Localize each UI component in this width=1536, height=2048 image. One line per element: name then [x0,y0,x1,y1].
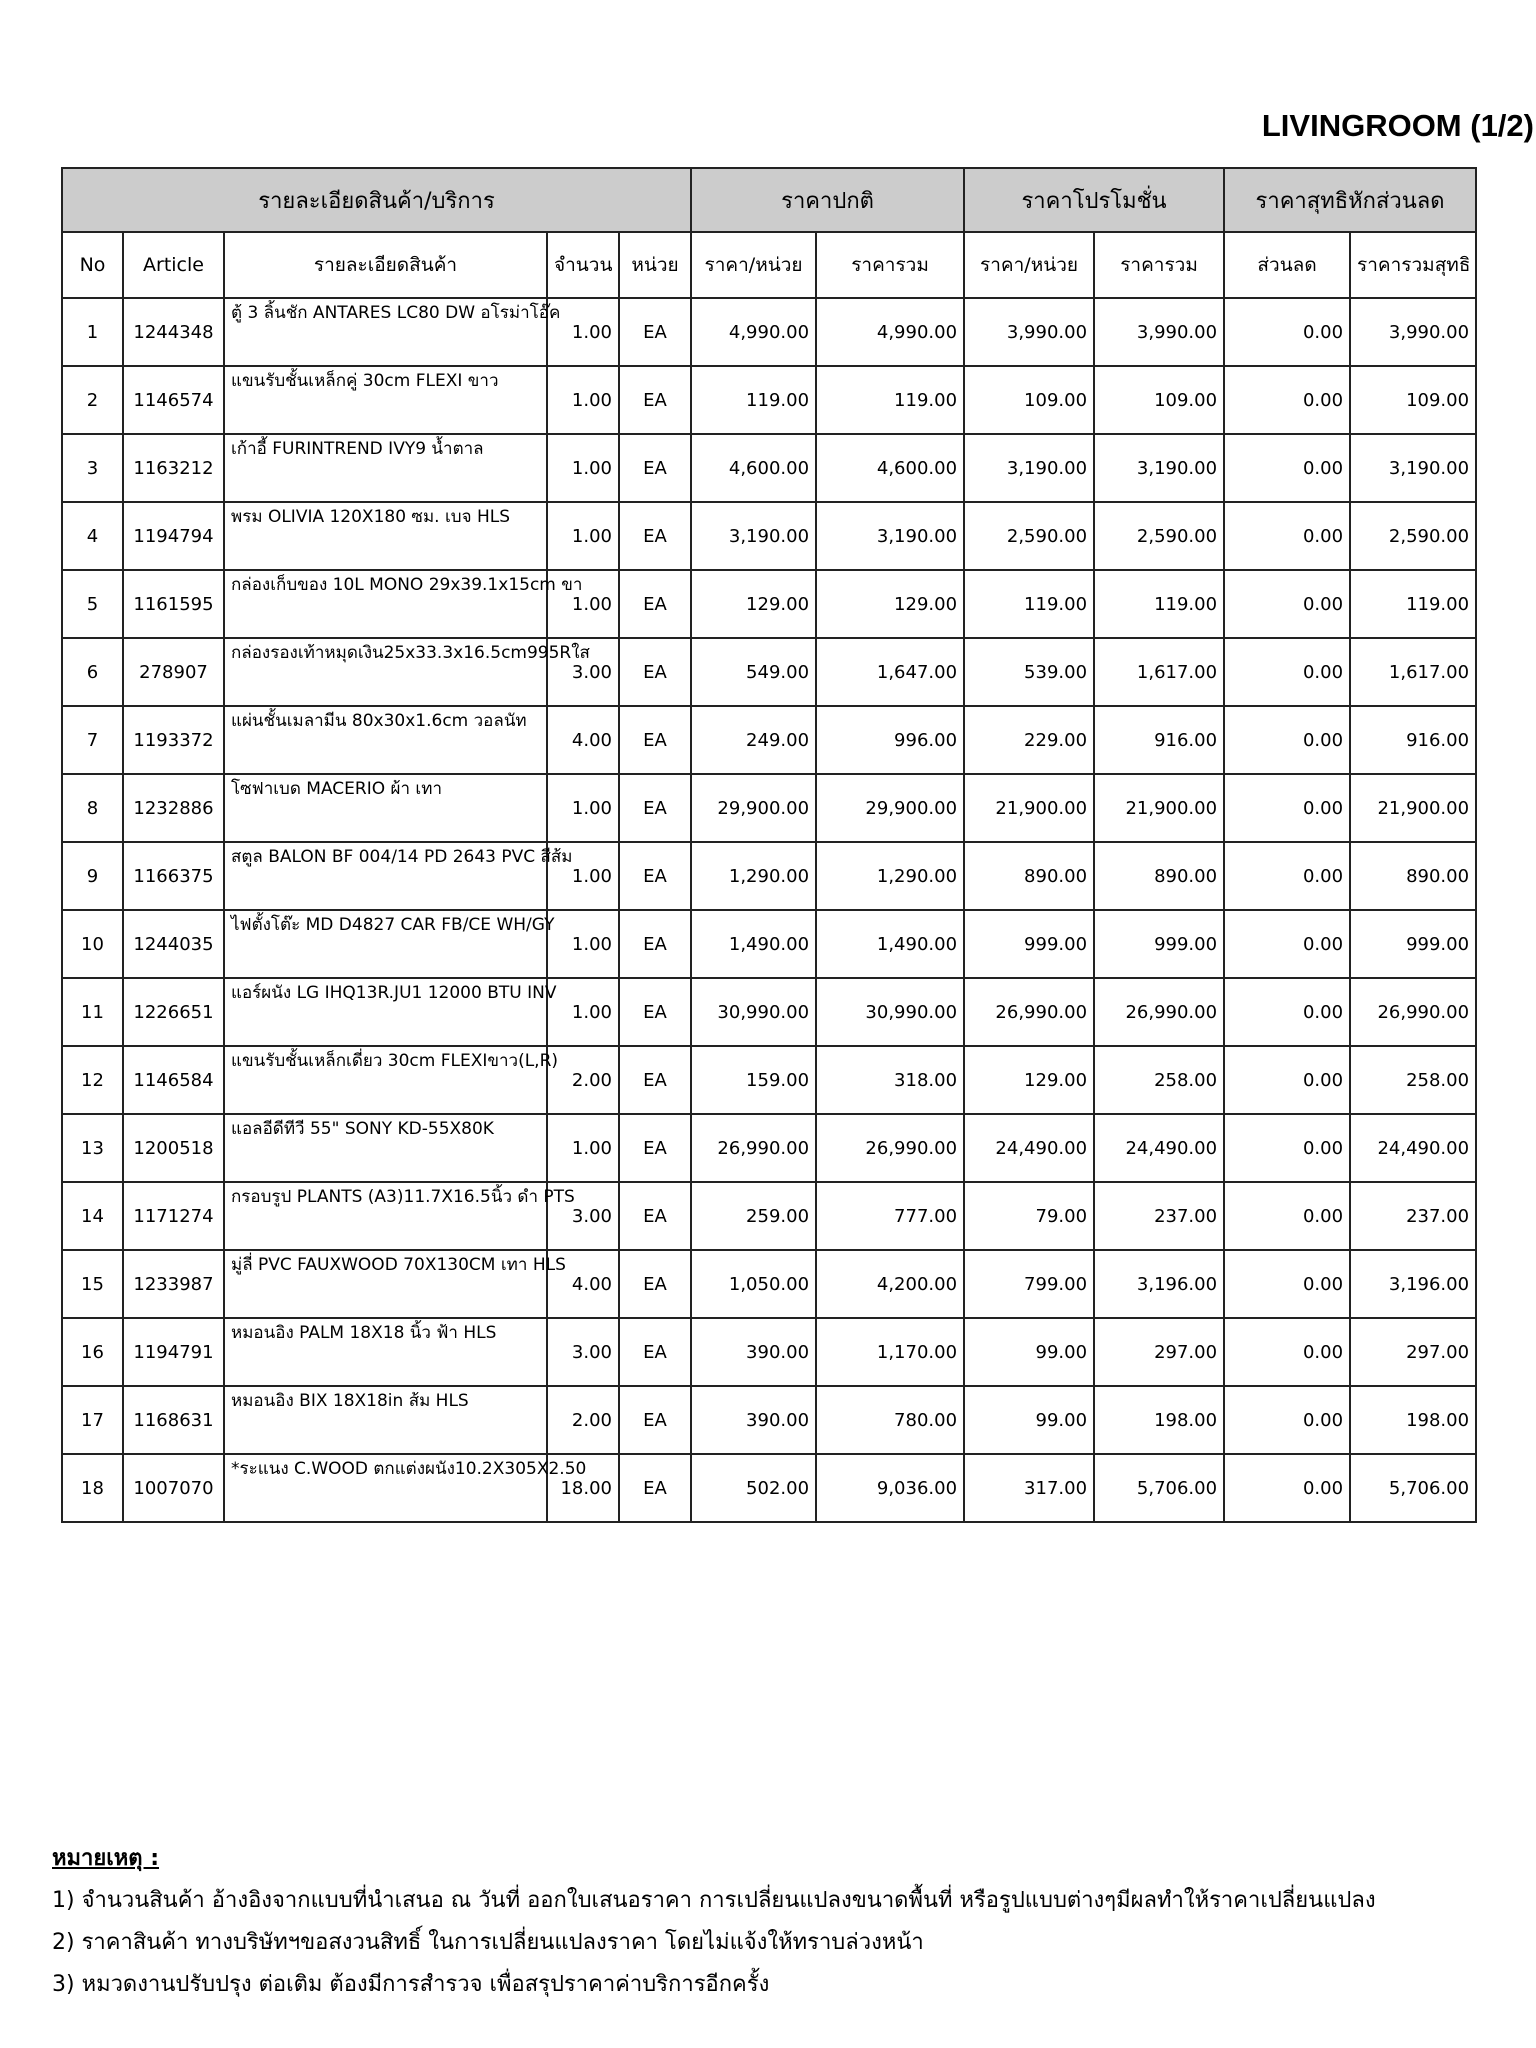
cell-normal-unit-price: 390.00 [691,1386,816,1454]
cell-normal-total: 9,036.00 [816,1454,964,1522]
cell-net-total: 2,590.00 [1350,502,1476,570]
cell-unit: EA [619,1318,691,1386]
cell-discount: 0.00 [1224,502,1350,570]
cell-normal-unit-price: 549.00 [691,638,816,706]
cell-promo-total: 237.00 [1094,1182,1224,1250]
cell-normal-total: 777.00 [816,1182,964,1250]
cell-normal-unit-price: 30,990.00 [691,978,816,1046]
cell-unit: EA [619,842,691,910]
cell-net-total: 21,900.00 [1350,774,1476,842]
cell-discount: 0.00 [1224,434,1350,502]
cell-normal-unit-price: 129.00 [691,570,816,638]
cell-discount: 0.00 [1224,774,1350,842]
table-row [62,910,1476,978]
cell-discount: 0.00 [1224,298,1350,366]
cell-promo-total: 890.00 [1094,842,1224,910]
cell-promo-total: 109.00 [1094,366,1224,434]
cell-no: 4 [62,502,123,570]
table-row [62,638,1476,706]
cell-normal-total: 1,290.00 [816,842,964,910]
note-item: 3) หมวดงานปรับปรุง ต่อเติม ต้องมีการสำรวจ เพื่อสรุปราคาค่าบริการอีกครั้ง [52,1972,770,1997]
cell-promo-total: 3,196.00 [1094,1250,1224,1318]
cell-qty: 1.00 [547,570,619,638]
cell-discount: 0.00 [1224,1318,1350,1386]
cell-description: แขนรับชั้นเหล็กเดี่ยว 30cm FLEXIขาว(L,R) [224,1046,547,1114]
cell-qty: 3.00 [547,638,619,706]
cell-discount: 0.00 [1224,910,1350,978]
cell-normal-unit-price: 3,190.00 [691,502,816,570]
cell-normal-total: 4,990.00 [816,298,964,366]
cell-net-total: 24,490.00 [1350,1114,1476,1182]
column-header-row [62,232,1476,298]
table-row [62,842,1476,910]
cell-net-total: 3,196.00 [1350,1250,1476,1318]
cell-net-total: 237.00 [1350,1182,1476,1250]
column-header-description: รายละเอียดสินค้า [224,232,547,298]
table-row [62,1250,1476,1318]
cell-normal-total: 3,190.00 [816,502,964,570]
table-row [62,366,1476,434]
cell-discount: 0.00 [1224,842,1350,910]
cell-normal-total: 119.00 [816,366,964,434]
column-header-unit: หน่วย [619,232,691,298]
cell-description: มู่ลี่ PVC FAUXWOOD 70X130CM เทา HLS [224,1250,547,1318]
cell-normal-unit-price: 1,050.00 [691,1250,816,1318]
cell-description: แอลอีดีทีวี 55" SONY KD-55X80K [224,1114,547,1182]
cell-net-total: 198.00 [1350,1386,1476,1454]
cell-description: กล่องรองเท้าหมุดเงิน25x33.3x16.5cm995Rใส [224,638,547,706]
cell-promo-unit-price: 119.00 [964,570,1094,638]
cell-normal-total: 4,200.00 [816,1250,964,1318]
cell-description: พรม OLIVIA 120X180 ซม. เบจ HLS [224,502,547,570]
cell-article: 1146574 [123,366,224,434]
cell-qty: 18.00 [547,1454,619,1522]
cell-promo-total: 258.00 [1094,1046,1224,1114]
cell-unit: EA [619,1182,691,1250]
cell-description: หมอนอิง BIX 18X18in ส้ม HLS [224,1386,547,1454]
table-row [62,706,1476,774]
cell-promo-unit-price: 129.00 [964,1046,1094,1114]
cell-promo-unit-price: 99.00 [964,1318,1094,1386]
cell-description: แอร์ผนัง LG IHQ13R.JU1 12000 BTU INV [224,978,547,1046]
column-header-discount: ส่วนลด [1224,232,1350,298]
cell-no: 13 [62,1114,123,1182]
cell-no: 12 [62,1046,123,1114]
cell-no: 11 [62,978,123,1046]
cell-unit: EA [619,910,691,978]
cell-normal-total: 30,990.00 [816,978,964,1046]
cell-qty: 1.00 [547,366,619,434]
cell-discount: 0.00 [1224,1182,1350,1250]
table-row [62,774,1476,842]
cell-promo-total: 2,590.00 [1094,502,1224,570]
cell-normal-unit-price: 29,900.00 [691,774,816,842]
column-header-normal-unit-price: ราคา/หน่วย [691,232,816,298]
cell-discount: 0.00 [1224,366,1350,434]
cell-normal-unit-price: 259.00 [691,1182,816,1250]
cell-promo-total: 119.00 [1094,570,1224,638]
cell-description: ตู้ 3 ลิ้นชัก ANTARES LC80 DW อโรม่าโอ๊ค [224,298,547,366]
cell-normal-total: 318.00 [816,1046,964,1114]
table-row [62,1114,1476,1182]
cell-normal-total: 29,900.00 [816,774,964,842]
cell-normal-unit-price: 26,990.00 [691,1114,816,1182]
cell-discount: 0.00 [1224,638,1350,706]
cell-normal-total: 4,600.00 [816,434,964,502]
cell-promo-total: 26,990.00 [1094,978,1224,1046]
cell-normal-unit-price: 502.00 [691,1454,816,1522]
cell-qty: 2.00 [547,1046,619,1114]
cell-qty: 1.00 [547,434,619,502]
cell-discount: 0.00 [1224,1046,1350,1114]
cell-normal-unit-price: 390.00 [691,1318,816,1386]
cell-article: 278907 [123,638,224,706]
cell-article: 1194791 [123,1318,224,1386]
cell-unit: EA [619,570,691,638]
cell-net-total: 3,190.00 [1350,434,1476,502]
cell-normal-unit-price: 249.00 [691,706,816,774]
cell-unit: EA [619,502,691,570]
cell-promo-unit-price: 890.00 [964,842,1094,910]
cell-net-total: 26,990.00 [1350,978,1476,1046]
cell-normal-total: 26,990.00 [816,1114,964,1182]
cell-article: 1226651 [123,978,224,1046]
cell-net-total: 109.00 [1350,366,1476,434]
table-row [62,570,1476,638]
table-row [62,1182,1476,1250]
cell-unit: EA [619,978,691,1046]
cell-discount: 0.00 [1224,1114,1350,1182]
cell-no: 9 [62,842,123,910]
cell-promo-unit-price: 539.00 [964,638,1094,706]
cell-promo-unit-price: 21,900.00 [964,774,1094,842]
cell-net-total: 1,617.00 [1350,638,1476,706]
cell-net-total: 5,706.00 [1350,1454,1476,1522]
cell-article: 1233987 [123,1250,224,1318]
cell-discount: 0.00 [1224,1454,1350,1522]
cell-qty: 1.00 [547,842,619,910]
group-header-details: รายละเอียดสินค้า/บริการ [62,168,691,232]
cell-unit: EA [619,1046,691,1114]
group-header-net-price: ราคาสุทธิหักส่วนลด [1224,168,1476,232]
note-item: 2) ราคาสินค้า ทางบริษัทฯขอสงวนสิทธิ์ ในการเปลี่ยนแปลงราคา โดยไม่แจ้งให้ทราบล่วงหน้า [52,1930,924,1955]
cell-promo-total: 21,900.00 [1094,774,1224,842]
cell-promo-total: 24,490.00 [1094,1114,1224,1182]
cell-normal-unit-price: 4,990.00 [691,298,816,366]
cell-no: 10 [62,910,123,978]
cell-normal-unit-price: 1,490.00 [691,910,816,978]
cell-no: 6 [62,638,123,706]
cell-no: 5 [62,570,123,638]
cell-promo-unit-price: 317.00 [964,1454,1094,1522]
cell-qty: 4.00 [547,1250,619,1318]
cell-no: 2 [62,366,123,434]
cell-unit: EA [619,774,691,842]
cell-promo-unit-price: 24,490.00 [964,1114,1094,1182]
cell-unit: EA [619,1250,691,1318]
cell-description: สตูล BALON BF 004/14 PD 2643 PVC สีส้ม [224,842,547,910]
cell-description: *ระแนง C.WOOD ตกแต่งผนัง10.2X305X2.50 [224,1454,547,1522]
cell-unit: EA [619,434,691,502]
cell-description: โซฟาเบด MACERIO ผ้า เทา [224,774,547,842]
cell-normal-total: 780.00 [816,1386,964,1454]
cell-promo-unit-price: 799.00 [964,1250,1094,1318]
cell-unit: EA [619,638,691,706]
cell-net-total: 999.00 [1350,910,1476,978]
cell-no: 7 [62,706,123,774]
cell-no: 8 [62,774,123,842]
cell-qty: 3.00 [547,1182,619,1250]
group-header-promo-price: ราคาโปรโมชั่น [964,168,1224,232]
cell-normal-unit-price: 119.00 [691,366,816,434]
cell-net-total: 890.00 [1350,842,1476,910]
cell-description: หมอนอิง PALM 18X18 นิ้ว ฟ้า HLS [224,1318,547,1386]
cell-promo-total: 198.00 [1094,1386,1224,1454]
column-header-promo-total: ราคารวม [1094,232,1224,298]
cell-no: 18 [62,1454,123,1522]
group-header-row [62,168,1476,232]
notes-title: หมายเหตุ : [52,1846,160,1871]
group-header-normal-price: ราคาปกติ [691,168,964,232]
cell-promo-unit-price: 229.00 [964,706,1094,774]
cell-qty: 3.00 [547,1318,619,1386]
cell-discount: 0.00 [1224,1250,1350,1318]
cell-promo-total: 297.00 [1094,1318,1224,1386]
cell-article: 1171274 [123,1182,224,1250]
cell-article: 1168631 [123,1386,224,1454]
cell-description: แขนรับชั้นเหล็กคู่ 30cm FLEXI ขาว [224,366,547,434]
cell-description: กรอบรูป PLANTS (A3)11.7X16.5นิ้ว ดำ PTS [224,1182,547,1250]
table-row [62,434,1476,502]
table-body [62,298,1476,1522]
cell-net-total: 119.00 [1350,570,1476,638]
table-row [62,978,1476,1046]
cell-article: 1232886 [123,774,224,842]
column-header-promo-unit-price: ราคา/หน่วย [964,232,1094,298]
cell-net-total: 916.00 [1350,706,1476,774]
cell-unit: EA [619,298,691,366]
cell-discount: 0.00 [1224,706,1350,774]
cell-description: แผ่นชั้นเมลามีน 80x30x1.6cm วอลนัท [224,706,547,774]
column-header-normal-total: ราคารวม [816,232,964,298]
cell-article: 1244035 [123,910,224,978]
cell-discount: 0.00 [1224,978,1350,1046]
cell-qty: 2.00 [547,1386,619,1454]
cell-net-total: 3,990.00 [1350,298,1476,366]
cell-qty: 1.00 [547,298,619,366]
cell-normal-total: 1,647.00 [816,638,964,706]
cell-promo-total: 3,990.00 [1094,298,1224,366]
cell-unit: EA [619,706,691,774]
cell-promo-unit-price: 109.00 [964,366,1094,434]
cell-description: กล่องเก็บของ 10L MONO 29x39.1x15cm ขา [224,570,547,638]
cell-normal-unit-price: 159.00 [691,1046,816,1114]
cell-article: 1244348 [123,298,224,366]
column-header-no: No [62,232,123,298]
cell-no: 15 [62,1250,123,1318]
cell-net-total: 297.00 [1350,1318,1476,1386]
cell-article: 1161595 [123,570,224,638]
cell-qty: 1.00 [547,502,619,570]
cell-net-total: 258.00 [1350,1046,1476,1114]
quotation-table [61,167,1477,1523]
cell-normal-total: 996.00 [816,706,964,774]
cell-no: 17 [62,1386,123,1454]
cell-promo-total: 1,617.00 [1094,638,1224,706]
cell-normal-unit-price: 1,290.00 [691,842,816,910]
cell-promo-unit-price: 26,990.00 [964,978,1094,1046]
cell-discount: 0.00 [1224,570,1350,638]
cell-normal-total: 1,490.00 [816,910,964,978]
cell-qty: 1.00 [547,1114,619,1182]
cell-article: 1166375 [123,842,224,910]
cell-promo-total: 999.00 [1094,910,1224,978]
cell-no: 1 [62,298,123,366]
cell-promo-unit-price: 3,190.00 [964,434,1094,502]
cell-no: 3 [62,434,123,502]
cell-article: 1200518 [123,1114,224,1182]
cell-article: 1163212 [123,434,224,502]
cell-promo-unit-price: 79.00 [964,1182,1094,1250]
cell-normal-total: 1,170.00 [816,1318,964,1386]
table-row [62,1386,1476,1454]
cell-normal-total: 129.00 [816,570,964,638]
cell-normal-unit-price: 4,600.00 [691,434,816,502]
cell-promo-unit-price: 3,990.00 [964,298,1094,366]
cell-article: 1194794 [123,502,224,570]
column-header-qty: จำนวน [547,232,619,298]
cell-qty: 1.00 [547,910,619,978]
cell-qty: 1.00 [547,774,619,842]
cell-no: 14 [62,1182,123,1250]
column-header-net-total: ราคารวมสุทธิ [1350,232,1476,298]
table-row [62,1454,1476,1522]
cell-promo-unit-price: 99.00 [964,1386,1094,1454]
cell-unit: EA [619,1114,691,1182]
table-row [62,1046,1476,1114]
cell-article: 1007070 [123,1454,224,1522]
cell-no: 16 [62,1318,123,1386]
cell-unit: EA [619,366,691,434]
cell-qty: 1.00 [547,978,619,1046]
page-title: LIVINGROOM (1/2) [1261,108,1534,143]
cell-description: เก้าอี้ FURINTREND IVY9 น้ำตาล [224,434,547,502]
cell-discount: 0.00 [1224,1386,1350,1454]
cell-qty: 4.00 [547,706,619,774]
table-row [62,502,1476,570]
note-item: 1) จำนวนสินค้า อ้างอิงจากแบบที่นำเสนอ ณ วันที่ ออกใบเสนอราคา การเปลี่ยนแปลงขนาดพื้นที่ หรือรูปแบบต่างๆมีผลทำให้ราคาเปลี่ยนแปลง [52,1888,1376,1913]
cell-promo-total: 3,190.00 [1094,434,1224,502]
cell-promo-total: 5,706.00 [1094,1454,1224,1522]
cell-unit: EA [619,1454,691,1522]
column-header-article: Article [123,232,224,298]
cell-promo-unit-price: 2,590.00 [964,502,1094,570]
table-row [62,1318,1476,1386]
cell-promo-unit-price: 999.00 [964,910,1094,978]
notes-section [52,1838,1376,2006]
cell-article: 1193372 [123,706,224,774]
table-row [62,298,1476,366]
cell-description: ไฟตั้งโต๊ะ MD D4827 CAR FB/CE WH/GY [224,910,547,978]
cell-unit: EA [619,1386,691,1454]
cell-promo-total: 916.00 [1094,706,1224,774]
cell-article: 1146584 [123,1046,224,1114]
